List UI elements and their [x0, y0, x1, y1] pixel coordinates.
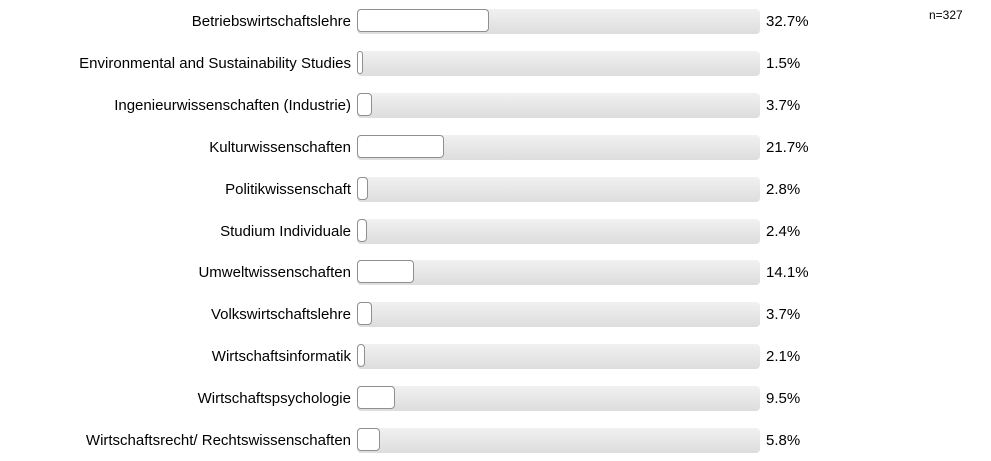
bar-track — [357, 344, 760, 369]
value-label: 2.1% — [766, 348, 801, 366]
bar-row — [0, 427, 991, 454]
category-label: Kulturwissenschaften — [209, 138, 351, 156]
category-label: Wirtschaftsinformatik — [211, 348, 351, 366]
bar — [357, 93, 372, 116]
bar-row — [0, 259, 991, 286]
bar — [357, 344, 365, 367]
bar-track — [357, 177, 760, 202]
bar-track — [357, 9, 760, 34]
bar — [357, 260, 414, 283]
bar-row — [0, 92, 991, 119]
bar-row — [0, 218, 991, 245]
bar — [357, 135, 444, 158]
category-label: Volkswirtschaftslehre — [210, 306, 351, 324]
value-label: 1.5% — [766, 54, 801, 72]
bar-row — [0, 8, 991, 35]
category-label: Umweltwissenschaften — [198, 264, 351, 282]
bar-track — [357, 428, 760, 453]
bar — [357, 177, 368, 200]
bar — [357, 302, 372, 325]
sample-size-label: n=327 — [929, 8, 963, 22]
value-label: 3.7% — [766, 306, 801, 324]
category-label: Wirtschaftspsychologie — [197, 390, 351, 408]
bar-row — [0, 301, 991, 328]
bar-track — [357, 51, 760, 76]
bar — [357, 219, 367, 242]
bar — [357, 386, 395, 409]
bar — [357, 9, 489, 32]
bar-track — [357, 93, 760, 118]
value-label: 5.8% — [766, 432, 801, 449]
bar-track — [357, 219, 760, 244]
category-label: Environmental and Sustainability Studies — [79, 54, 351, 72]
bar — [357, 428, 380, 451]
category-label: Ingenieurwissenschaften (Industrie) — [114, 96, 351, 114]
bar-row — [0, 134, 991, 161]
category-label: Politikwissenschaft — [225, 180, 351, 198]
value-label: 2.4% — [766, 222, 801, 240]
bar-row — [0, 50, 991, 77]
bar-track — [357, 135, 760, 160]
bar — [357, 51, 363, 74]
value-label: 2.8% — [766, 180, 801, 198]
category-label: Betriebswirtschaftslehre — [191, 13, 351, 30]
bar-row — [0, 385, 991, 412]
bar-track — [357, 302, 760, 327]
bar-row — [0, 176, 991, 203]
value-label: 3.7% — [766, 96, 801, 114]
category-label: Wirtschaftsrecht/ Rechtswissenschaften — [85, 432, 351, 449]
bar-track — [357, 260, 760, 285]
value-label: 14.1% — [766, 264, 809, 282]
value-label: 32.7% — [766, 13, 809, 30]
bar-track — [357, 386, 760, 411]
category-label: Studium Individuale — [220, 222, 351, 240]
bar-row — [0, 343, 991, 370]
value-label: 21.7% — [766, 138, 809, 156]
value-label: 9.5% — [766, 390, 801, 408]
